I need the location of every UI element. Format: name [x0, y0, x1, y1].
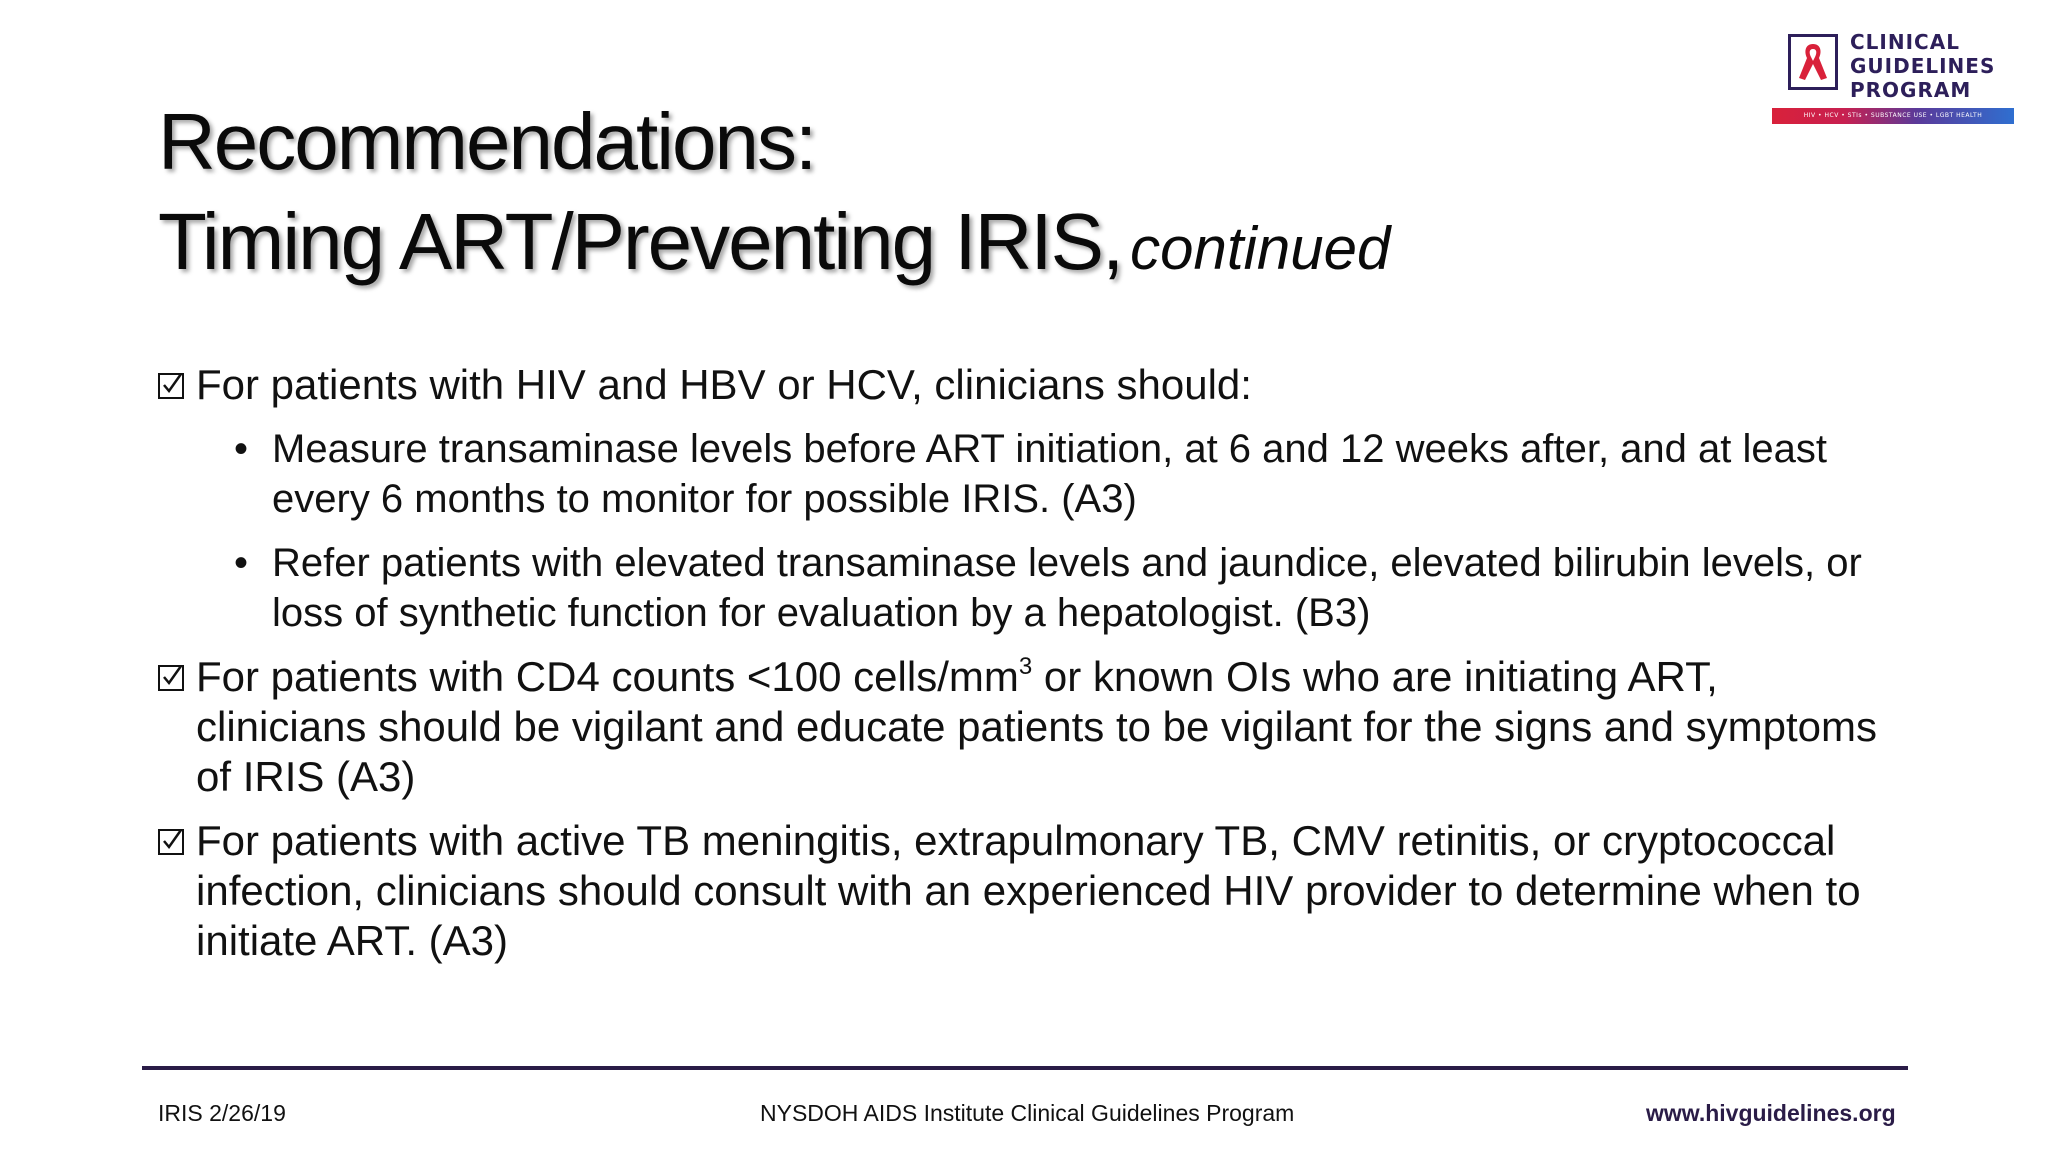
recommendation-item — [158, 360, 1898, 410]
logo-line-1: CLINICAL — [1850, 30, 1960, 54]
sub-bullet — [158, 424, 1898, 524]
bullet-glyph: • — [234, 541, 249, 585]
slide-title — [158, 92, 1390, 299]
clinical-guidelines-program-logo — [1772, 30, 2016, 130]
red-ribbon-icon — [1788, 34, 1838, 90]
recommendation-text-end: or known OIs who are initiating ART, clinicians should be vigilant and educate patients to be vigilant for the signs and symptoms of IRIS (A3) — [196, 653, 1877, 800]
recommendation-item — [158, 652, 1898, 802]
logo-wordmark — [1850, 30, 1995, 102]
footer-divider — [142, 1066, 1908, 1070]
footer-website-link[interactable]: www.hivguidelines.org — [1646, 1100, 1896, 1126]
title-line-2-text: Timing ART/Preventing IRIS, — [158, 197, 1123, 286]
title-line-2 — [158, 192, 1390, 299]
logo-line-2: GUIDELINES — [1850, 54, 1996, 78]
checked-box-icon — [158, 373, 184, 399]
logo-line-3: PROGRAM — [1850, 78, 1972, 102]
checked-box-icon — [158, 829, 184, 855]
recommendation-item — [158, 816, 1898, 966]
footer-program-name: NYSDOH AIDS Institute Clinical Guidelines Program — [760, 1100, 1295, 1126]
logo-tagline: HIV • HCV • STIs • SUBSTANCE USE • LGBT HEALTH — [1772, 108, 2014, 124]
recommendation-text: For patients with active TB meningitis, extrapulmonary TB, CMV retinitis, or cryptococcal infection, clinicians should consult with an experienced HIV provider to determine when to initiate ART. (A3) — [196, 817, 1861, 964]
title-line-1: Recommendations: — [158, 97, 816, 186]
bullet-glyph: • — [234, 427, 249, 471]
recommendations-list — [158, 360, 1898, 980]
recommendation-text-start: For patients with CD4 counts <100 cells/mm — [196, 653, 1019, 700]
checked-box-icon — [158, 665, 184, 691]
sub-bullet-text: Refer patients with elevated transaminase levels and jaundice, elevated bilirubin levels, or loss of synthetic function for evaluation by a hepatologist. (B3) — [272, 541, 1862, 635]
superscript: 3 — [1018, 653, 1033, 680]
recommendation-text: For patients with HIV and HBV or HCV, clinicians should: — [196, 361, 1252, 408]
sub-bullet-text: Measure transaminase levels before ART initiation, at 6 and 12 weeks after, and at least every 6 months to monitor for possible IRIS. (A3) — [272, 427, 1827, 521]
sub-bullet — [158, 538, 1898, 638]
title-continued: continued — [1130, 215, 1391, 282]
footer-slide-id: IRIS 2/26/19 — [158, 1100, 286, 1126]
